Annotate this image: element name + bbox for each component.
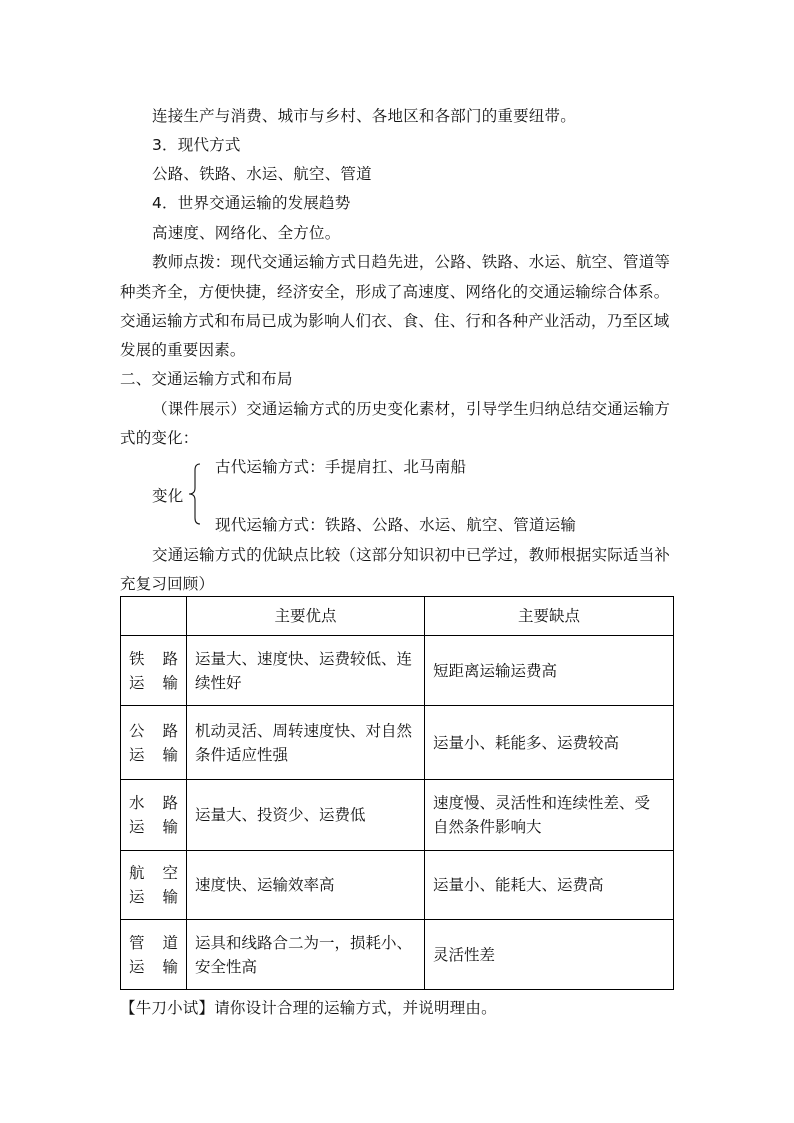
table-header-advantages: 主要优点 [187, 597, 425, 636]
row-label-line1: 航空 [129, 864, 178, 882]
disadvantages-line1: 速度慢、灵活性和连续性差、受 [433, 794, 651, 812]
disadvantages-cell [425, 851, 674, 920]
comparison-table [120, 596, 674, 990]
table-row [121, 706, 674, 780]
disadvantages-line1: 运量小、耗能多、运费较高 [433, 733, 620, 752]
row-label-line2: 运输 [129, 957, 178, 976]
disadvantages-line1: 灵活性差 [433, 945, 496, 964]
advantages-cell [187, 851, 425, 920]
table-header-row [121, 597, 674, 636]
paragraph-teacher-tip-line3: 交通运输方式和布局已成为影响人们衣、食、住、行和各种产业活动，乃至区域 [120, 312, 670, 330]
row-label-line2: 运输 [129, 888, 178, 906]
paragraph-courseware-line2: 式的变化： [120, 429, 199, 447]
advantages-cell [187, 706, 425, 780]
heading-modern-modes: 3．现代方式 [152, 136, 241, 154]
advantages-cell [187, 780, 425, 851]
row-label [121, 780, 187, 851]
row-label-line1: 水路 [129, 794, 178, 812]
paragraph-courseware-line1: （课件展示）交通运输方式的历史变化素材，引导学生归纳总结交通运输方 [152, 400, 671, 418]
disadvantages-line1: 运量小、能耗大、运费高 [433, 876, 604, 894]
advantages-line1: 运量大、投资少、运费低 [195, 806, 366, 824]
advantages-line2: 安全性高 [195, 957, 258, 976]
advantages-line1: 机动灵活、周转速度快、对自然 [195, 721, 413, 740]
disadvantages-cell [425, 780, 674, 851]
row-label [121, 636, 187, 706]
change-label: 变化 [152, 487, 184, 505]
advantages-line1: 速度快、运输效率高 [195, 876, 335, 894]
row-label-line2: 运输 [129, 673, 178, 692]
advantages-cell [187, 920, 425, 990]
table-row [121, 920, 674, 990]
table-row [121, 851, 674, 920]
row-label-line2: 运输 [129, 818, 178, 836]
disadvantages-line2: 自然条件影响大 [433, 818, 542, 836]
disadvantages-cell [425, 920, 674, 990]
advantages-line2: 续性好 [195, 673, 242, 692]
paragraph-try-it: 【牛刀小试】请你设计合理的运输方式，并说明理由。 [120, 999, 497, 1017]
paragraph-teacher-tip-line2: 种类齐全，方便快捷，经济安全，形成了高速度、网络化的交通运输综合体系。 [120, 283, 670, 301]
advantages-line1: 运具和线路合二为一，损耗小、 [195, 933, 413, 952]
disadvantages-line1: 短距离运输运费高 [433, 661, 558, 680]
paragraph-comparison-line2: 充复习回顾） [120, 575, 215, 593]
row-label-line1: 公路 [129, 721, 178, 740]
table-header-disadvantages: 主要缺点 [425, 597, 674, 636]
change-ancient: 古代运输方式：手提肩扛、北马南船 [215, 458, 467, 476]
paragraph-modern-modes-list: 公路、铁路、水运、航空、管道 [152, 165, 372, 183]
paragraph-trend: 高速度、网络化、全方位。 [152, 224, 341, 242]
row-label [121, 920, 187, 990]
row-label [121, 851, 187, 920]
advantages-cell [187, 636, 425, 706]
table-header-blank [121, 597, 187, 636]
brace-icon [187, 462, 201, 526]
heading-trend: 4．世界交通运输的发展趋势 [152, 194, 351, 212]
row-label-line1: 铁路 [129, 649, 178, 668]
table-row [121, 636, 674, 706]
section-heading: 二、交通运输方式和布局 [120, 370, 293, 388]
disadvantages-cell [425, 706, 674, 780]
table-row [121, 780, 674, 851]
row-label-line2: 运输 [129, 745, 178, 764]
paragraph-teacher-tip-line1: 教师点拨：现代交通运输方式日趋先进，公路、铁路、水运、航空、管道等 [152, 253, 671, 271]
row-label [121, 706, 187, 780]
paragraph-comparison-line1: 交通运输方式的优缺点比较（这部分知识初中已学过，教师根据实际适当补 [152, 546, 671, 564]
advantages-line2: 条件适应性强 [195, 745, 289, 764]
disadvantages-cell [425, 636, 674, 706]
advantages-line1: 运量大、速度快、运费较低、连 [195, 649, 413, 668]
paragraph-link-role: 连接生产与消费、城市与乡村、各地区和各部门的重要纽带。 [152, 107, 576, 125]
change-modern: 现代运输方式：铁路、公路、水运、航空、管道运输 [215, 516, 577, 534]
row-label-line1: 管道 [129, 933, 178, 952]
paragraph-teacher-tip-line4: 发展的重要因素。 [120, 341, 246, 359]
